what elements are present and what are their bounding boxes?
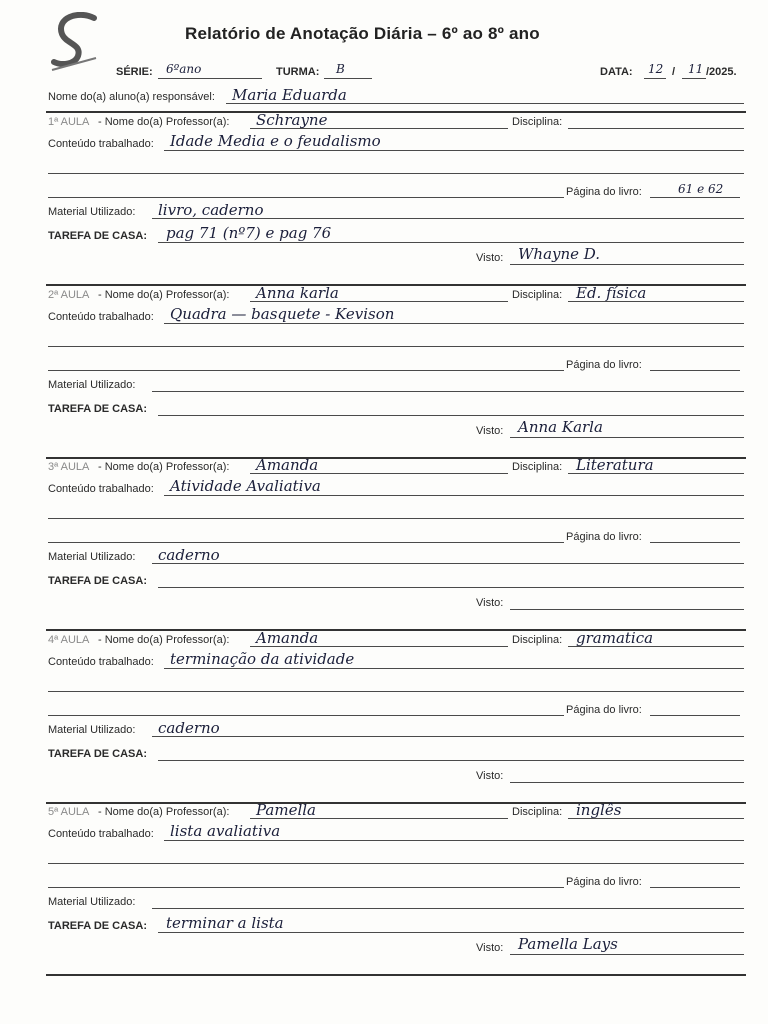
- form-line: [568, 818, 744, 819]
- form-line: [158, 415, 744, 416]
- disciplina-value[interactable]: Literatura: [576, 456, 654, 474]
- school-logo: [48, 12, 104, 74]
- form-line: [250, 646, 508, 647]
- aula-number: 2ª AULA: [48, 289, 90, 301]
- form-line: [48, 887, 564, 888]
- aula-number: 1ª AULA: [48, 116, 90, 128]
- data-day[interactable]: 12: [648, 62, 664, 76]
- form-line: [48, 346, 744, 347]
- pagina-value[interactable]: 61 e 62: [678, 182, 724, 196]
- form-line: [48, 370, 564, 371]
- form-line: [568, 128, 744, 129]
- visto-label: Visto:: [476, 597, 504, 609]
- form-line: [568, 646, 744, 647]
- form-line: [250, 301, 508, 302]
- form-line: [650, 542, 740, 543]
- pagina-label: Página do livro:: [566, 876, 642, 888]
- conteudo-label: Conteúdo trabalhado:: [48, 138, 154, 150]
- tarefa-value[interactable]: pag 71 (nº7) e pag 76: [166, 224, 332, 242]
- form-line: [164, 150, 744, 151]
- form-line: [650, 197, 740, 198]
- data-separator: /: [672, 66, 676, 78]
- form-line: [510, 264, 744, 265]
- conteudo-label: Conteúdo trabalhado:: [48, 483, 154, 495]
- material-label: Material Utilizado:: [48, 896, 136, 908]
- form-line: [250, 473, 508, 474]
- conteudo-value[interactable]: terminação da atividade: [170, 650, 355, 668]
- form-line: [510, 782, 744, 783]
- form-line: [568, 473, 744, 474]
- pagina-label: Página do livro:: [566, 531, 642, 543]
- material-value[interactable]: livro, caderno: [158, 201, 264, 219]
- disciplina-label: Disciplina:: [512, 116, 563, 128]
- tarefa-label: TAREFA DE CASA:: [48, 403, 147, 415]
- tarefa-label: TAREFA DE CASA:: [48, 230, 147, 242]
- form-line: [510, 609, 744, 610]
- form-line: [152, 391, 744, 392]
- form-line: [164, 668, 744, 669]
- disciplina-value[interactable]: gramatica: [576, 629, 654, 647]
- form-line: [164, 323, 744, 324]
- conteudo-label: Conteúdo trabalhado:: [48, 828, 154, 840]
- form-line: [48, 691, 744, 692]
- data-label: DATA:: [600, 66, 633, 78]
- form-line: [48, 197, 564, 198]
- data-year: /2025.: [706, 66, 737, 78]
- disciplina-label: Disciplina:: [512, 461, 563, 473]
- visto-label: Visto:: [476, 425, 504, 437]
- form-line: [48, 863, 744, 864]
- material-label: Material Utilizado:: [48, 724, 136, 736]
- tarefa-label: TAREFA DE CASA:: [48, 748, 147, 760]
- disciplina-label: Disciplina:: [512, 289, 563, 301]
- professor-value[interactable]: Amanda: [256, 629, 319, 647]
- professor-label: - Nome do(a) Professor(a):: [98, 806, 230, 818]
- form-line: [164, 495, 744, 496]
- conteudo-label: Conteúdo trabalhado:: [48, 311, 154, 323]
- form-line: [568, 301, 744, 302]
- aula-number: 4ª AULA: [48, 634, 90, 646]
- visto-signature[interactable]: Whayne D.: [518, 245, 601, 263]
- form-line: [152, 218, 744, 219]
- form-line: [152, 736, 744, 737]
- material-label: Material Utilizado:: [48, 551, 136, 563]
- form-line: [152, 563, 744, 564]
- material-label: Material Utilizado:: [48, 206, 136, 218]
- conteudo-value[interactable]: Idade Media e o feudalismo: [170, 132, 381, 150]
- conteudo-label: Conteúdo trabalhado:: [48, 656, 154, 668]
- conteudo-value[interactable]: Quadra — basquete - Kevison: [170, 305, 395, 323]
- form-line: [48, 715, 564, 716]
- professor-value[interactable]: Schrayne: [256, 111, 328, 129]
- conteudo-value[interactable]: lista avaliativa: [170, 822, 281, 840]
- form-line: [650, 887, 740, 888]
- professor-value[interactable]: Pamella: [256, 801, 316, 819]
- material-value[interactable]: caderno: [158, 546, 220, 564]
- aula-number: 3ª AULA: [48, 461, 90, 473]
- tarefa-value[interactable]: terminar a lista: [166, 914, 284, 932]
- aluno-label: Nome do(a) aluno(a) responsável:: [48, 91, 215, 103]
- pagina-label: Página do livro:: [566, 359, 642, 371]
- pagina-label: Página do livro:: [566, 704, 642, 716]
- visto-signature[interactable]: Pamella Lays: [518, 935, 618, 953]
- visto-label: Visto:: [476, 252, 504, 264]
- page-title: Relatório de Anotação Diária – 6º ao 8º ano: [185, 24, 540, 43]
- pagina-label: Página do livro:: [566, 186, 642, 198]
- data-month[interactable]: 11: [688, 62, 704, 76]
- form-line: [650, 715, 740, 716]
- visto-signature[interactable]: Anna Karla: [518, 418, 603, 436]
- form-line: [158, 932, 744, 933]
- form-line: [152, 908, 744, 909]
- form-line: [158, 587, 744, 588]
- conteudo-value[interactable]: Atividade Avaliativa: [170, 477, 321, 495]
- form-line: [158, 760, 744, 761]
- form-line: [158, 242, 744, 243]
- material-label: Material Utilizado:: [48, 379, 136, 391]
- form-line: [46, 802, 746, 804]
- turma-value[interactable]: B: [336, 62, 345, 76]
- disciplina-value[interactable]: Ed. física: [576, 284, 647, 302]
- visto-label: Visto:: [476, 942, 504, 954]
- tarefa-label: TAREFA DE CASA:: [48, 575, 147, 587]
- turma-label: TURMA:: [276, 66, 320, 78]
- form-line: [48, 173, 744, 174]
- aula-number: 5ª AULA: [48, 806, 90, 818]
- disciplina-label: Disciplina:: [512, 634, 563, 646]
- tarefa-label: TAREFA DE CASA:: [48, 920, 147, 932]
- form-line: [48, 542, 564, 543]
- form-line: [510, 954, 744, 955]
- professor-value[interactable]: Amanda: [256, 456, 319, 474]
- professor-label: - Nome do(a) Professor(a):: [98, 289, 230, 301]
- serie-label: SÉRIE:: [116, 66, 153, 78]
- professor-label: - Nome do(a) Professor(a):: [98, 116, 230, 128]
- professor-label: - Nome do(a) Professor(a):: [98, 461, 230, 473]
- form-line: [250, 128, 508, 129]
- serie-value[interactable]: 6ºano: [166, 62, 202, 76]
- visto-label: Visto:: [476, 770, 504, 782]
- professor-label: - Nome do(a) Professor(a):: [98, 634, 230, 646]
- disciplina-label: Disciplina:: [512, 806, 563, 818]
- professor-value[interactable]: Anna karla: [256, 284, 339, 302]
- disciplina-value[interactable]: inglês: [576, 801, 622, 819]
- form-line: [250, 818, 508, 819]
- material-value[interactable]: caderno: [158, 719, 220, 737]
- form-line: [510, 437, 744, 438]
- form-line: [48, 518, 744, 519]
- form-line: [46, 974, 746, 976]
- aluno-value[interactable]: Maria Eduarda: [232, 86, 347, 104]
- form-line: [164, 840, 744, 841]
- form-line: [650, 370, 740, 371]
